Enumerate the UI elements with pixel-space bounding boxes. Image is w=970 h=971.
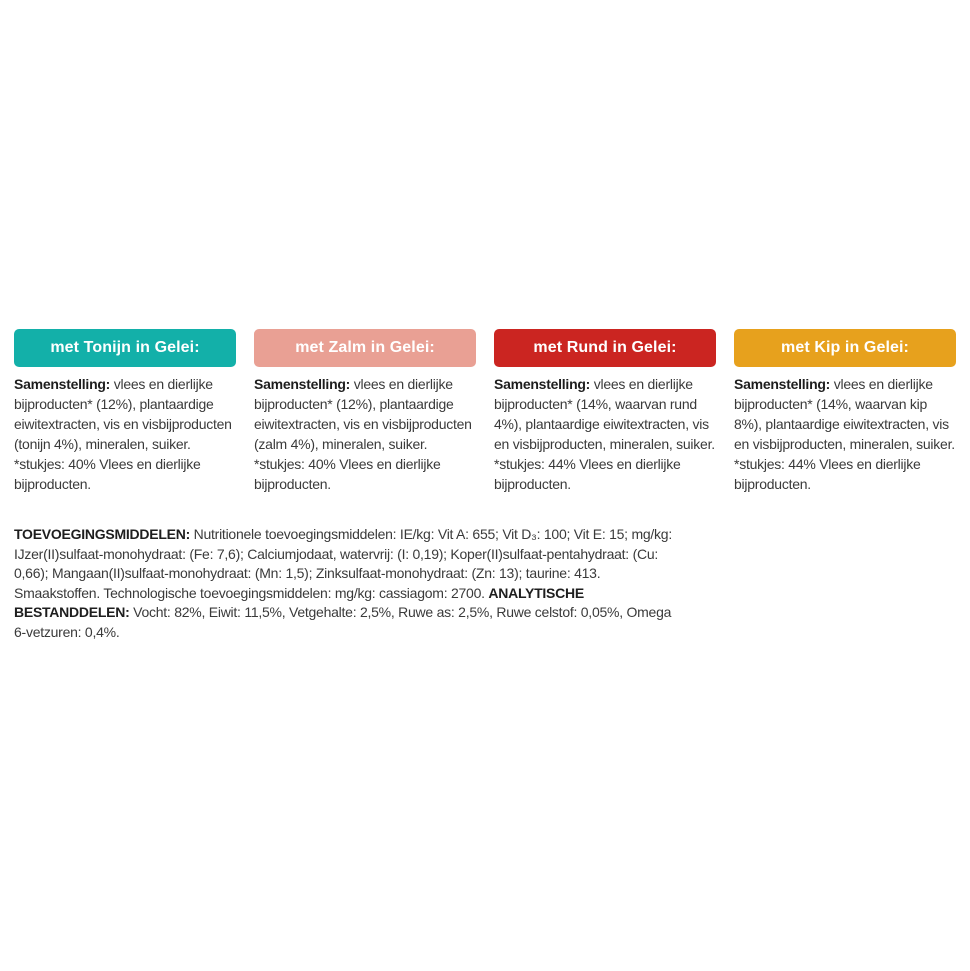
analytical-constituents-label: ANALYTISCHE BESTANDDELEN: (14, 584, 584, 620)
additives-label: TOEVOEGINGSMIDDELEN: (14, 526, 190, 542)
variant-column-rund (494, 329, 716, 494)
ingredients-body: vlees en dierlijke bijproducten* (12%), plantaardige eiwitextracten, vis en visbijproducten (tonijn 4%), mineralen, suiker. *stukjes: 40% Vlees en dierlijke bijproducten. (14, 376, 232, 492)
variant-column-kip (734, 329, 956, 494)
variant-header-zalm: met Zalm in Gelei: (254, 329, 476, 367)
analytical-constituents-text: Vocht: 82%, Eiwit: 11,5%, Vetgehalte: 2,5%, Ruwe as: 2,5%, Ruwe celstof: 0,05%, Omega 6-vetzuren: 0,4%. (14, 604, 672, 640)
ingredients-label: Samenstelling: (254, 376, 351, 392)
additives-paragraph (14, 525, 678, 642)
product-info-sheet (14, 329, 956, 642)
ingredients-text-tonijn (14, 374, 236, 494)
ingredients-body: vlees en dierlijke bijproducten* (12%), plantaardige eiwitextracten, vis en visbijproducten (zalm 4%), mineralen, suiker. *stukjes: 40% Vlees en dierlijke bijproducten. (254, 376, 472, 492)
variant-column-zalm (254, 329, 476, 494)
variant-columns (14, 329, 956, 494)
ingredients-label: Samenstelling: (734, 376, 831, 392)
variant-column-tonijn (14, 329, 236, 494)
ingredients-label: Samenstelling: (14, 376, 111, 392)
additives-nutritional-text: Nutritionele toevoegingsmiddelen: IE/kg: Vit A: 655; Vit D₃: 100; Vit E: 15; mg/kg: IJzer(II)sulfaat-monohydraat: (Fe: 7,6); Calciumjodaat, watervrij: (I: 0,19); Koper(II)sulfaat-pentahydraat: (Cu: 0,66); Mangaan(II)sulfaat-monohydraat: (Mn: 1,5); Zinksulfaat-monohydraat: (Zn: 13); taurine: 413. Smaakstoffen. Technologische toevoegingsmiddelen: mg/kg: cassiagom: 2700. (14, 526, 672, 601)
ingredients-body: vlees en dierlijke bijproducten* (14%, waarvan kip 8%), plantaardige eiwitextracten, vis en visbijproducten, mineralen, suiker. *stukjes: 44% Vlees en dierlijke bijproducten. (734, 376, 955, 492)
variant-header-kip: met Kip in Gelei: (734, 329, 956, 367)
ingredients-text-kip (734, 374, 956, 494)
variant-header-rund: met Rund in Gelei: (494, 329, 716, 367)
ingredients-body: vlees en dierlijke bijproducten* (14%, waarvan rund 4%), plantaardige eiwitextracten, vis en visbijproducten, mineralen, suiker. *stukjes: 44% Vlees en dierlijke bijproducten. (494, 376, 715, 492)
variant-header-tonijn: met Tonijn in Gelei: (14, 329, 236, 367)
ingredients-label: Samenstelling: (494, 376, 591, 392)
ingredients-text-zalm (254, 374, 476, 494)
ingredients-text-rund (494, 374, 716, 494)
